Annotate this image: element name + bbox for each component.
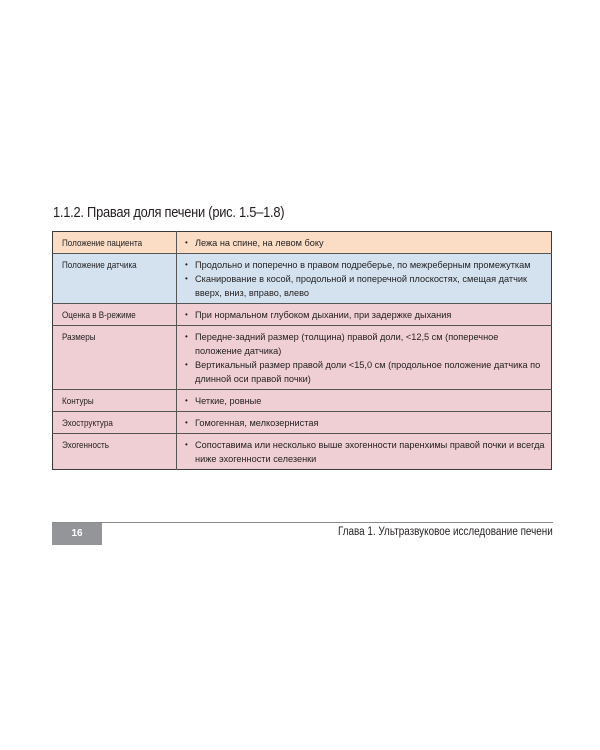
row-label: Оценка в В-режиме — [53, 304, 177, 326]
list-item: • Сканирование в косой, продольной и поперечной плоскостях, смещая датчик вверх, вниз, вправо, влево — [185, 272, 545, 300]
row-content — [177, 232, 552, 254]
row-content — [177, 254, 552, 304]
table-row — [53, 304, 552, 326]
list-item: • Продольно и поперечно в правом подреберье, по межреберным промежуткам — [185, 258, 545, 272]
row-label: Положение датчика — [53, 254, 177, 304]
row-content — [177, 390, 552, 412]
list-item: • Сопоставима или несколько выше эхогенности паренхимы правой почки и всегда ниже эхогенности селезенки — [185, 438, 545, 466]
liver-right-lobe-table — [52, 231, 552, 470]
row-label: Эхогенность — [53, 434, 177, 470]
list-item: • При нормальном глубоком дыхании, при задержке дыхания — [185, 308, 545, 322]
chapter-title: Глава 1. Ультразвуковое исследование печени — [338, 526, 553, 538]
table-row — [53, 232, 552, 254]
section-title: 1.1.2. Правая доля печени (рис. 1.5–1.8) — [53, 204, 285, 221]
row-label: Положение пациента — [53, 232, 177, 254]
row-label: Эхоструктура — [53, 412, 177, 434]
list-item: • Лежа на спине, на левом боку — [185, 236, 545, 250]
table-row — [53, 254, 552, 304]
table-row — [53, 412, 552, 434]
row-label: Контуры — [53, 390, 177, 412]
list-item: • Вертикальный размер правой доли <15,0 см (продольное положение датчика по длинной оси правой почки) — [185, 358, 545, 386]
list-item: • Передне-задний размер (толщина) правой доли, <12,5 см (поперечное положение датчика) — [185, 330, 545, 358]
row-content — [177, 304, 552, 326]
footer-divider — [52, 522, 553, 523]
list-item: • Гомогенная, мелкозернистая — [185, 416, 545, 430]
row-content — [177, 434, 552, 470]
row-content — [177, 412, 552, 434]
row-label: Размеры — [53, 326, 177, 390]
row-content — [177, 326, 552, 390]
table-row — [53, 390, 552, 412]
page-number: 16 — [52, 523, 102, 545]
table-row — [53, 434, 552, 470]
table-row — [53, 326, 552, 390]
list-item: • Четкие, ровные — [185, 394, 545, 408]
